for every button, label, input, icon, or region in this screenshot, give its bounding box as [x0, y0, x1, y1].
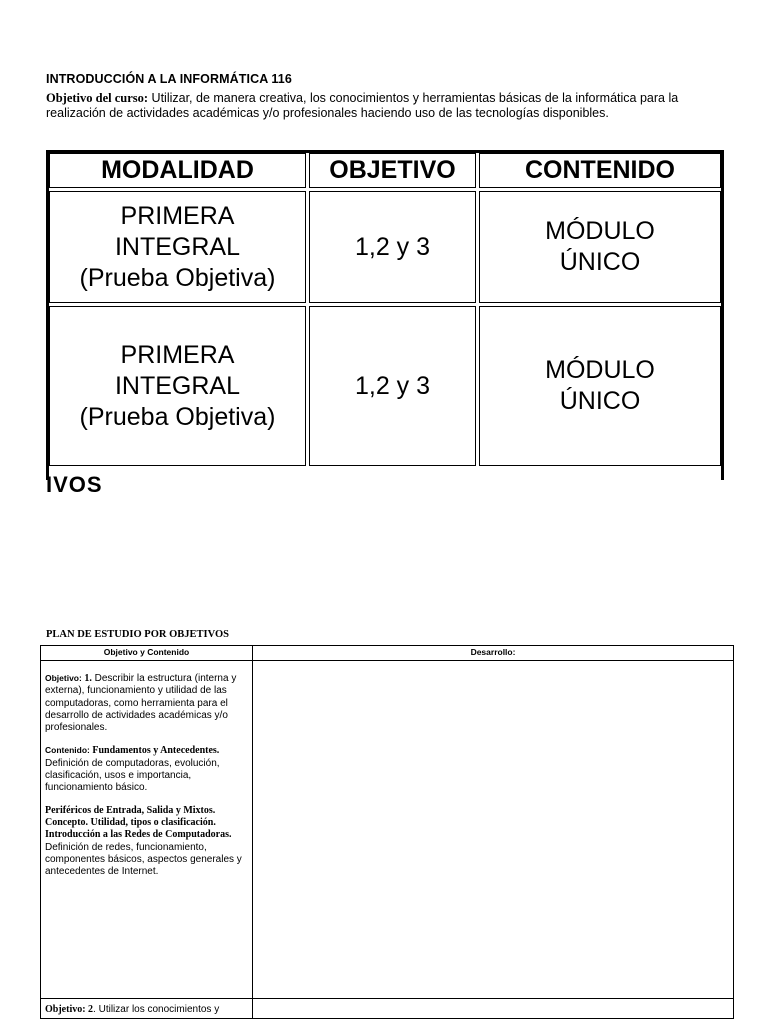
content-paragraph	[45, 744, 250, 794]
modalidad-line: INTEGRAL	[114, 232, 241, 261]
table-row	[49, 306, 721, 466]
column-header-modalidad: MODALIDAD	[49, 153, 306, 188]
objective-number: 1.	[81, 673, 92, 684]
column-divider	[252, 646, 253, 1018]
modalidad-line: (Prueba Objetiva)	[79, 402, 276, 431]
objective-label: Objetivo:	[45, 673, 82, 683]
header-divider	[41, 660, 733, 661]
objective-number: 2	[85, 1004, 94, 1015]
column-header-contenido: CONTENIDO	[479, 153, 721, 188]
objective-paragraph	[45, 1004, 250, 1016]
content-paragraph	[45, 805, 250, 879]
contenido-line: MÓDULO	[545, 356, 655, 384]
content-topic: Fundamentos y Antecedentes.	[89, 745, 220, 757]
contenido-line: MÓDULO	[545, 217, 655, 245]
objective-text: Describir la estructura (interna y externa), funcionamiento y utilidad de las computadoras, como herramienta para el desarrollo de actividades académicas y/o profesionales.	[45, 673, 237, 734]
modalidad-table	[46, 150, 724, 480]
table-row	[49, 191, 721, 303]
modalidad-line: PRIMERA	[120, 340, 235, 369]
content-text: Definición de computadoras, evolución, clasificación, usos e importancia, funcionamiento básico.	[45, 757, 220, 794]
content-label: Contenido:	[45, 745, 90, 756]
objetivo-cell: 1,2 y 3	[309, 191, 476, 303]
row1-objetivo-contenido	[45, 672, 250, 888]
column-header-desarrollo: Desarrollo:	[470, 647, 516, 657]
cutoff-text-content: IVOS	[46, 472, 103, 497]
course-objective-text: Utilizar, de manera creativa, los conocimientos y herramientas básicas de la informática para la realización de actividades académicas y/o profesionales haciendo uso de las tecnologías disponibles.	[46, 91, 679, 120]
page-title: INTRODUCCIÓN A LA INFORMÁTICA 116	[46, 72, 292, 86]
contenido-cell	[479, 306, 721, 466]
modalidad-cell	[49, 191, 306, 303]
objetivo-cell: 1,2 y 3	[309, 306, 476, 466]
course-objective	[46, 91, 736, 121]
modalidad-cell	[49, 306, 306, 466]
column-header-objetivo: OBJETIVO	[309, 153, 476, 188]
objective-paragraph	[45, 672, 250, 734]
content-topic: Periféricos de Entrada, Salida y Mixtos. Concepto. Utilidad, tipos o clasificación. Introducción a las Redes de Computadoras.	[45, 804, 232, 841]
objective-label: Objetivo:	[45, 1004, 86, 1015]
contenido-line: ÚNICO	[559, 387, 641, 415]
content-text: Definición de redes, funcionamiento, componentes básicos, aspectos generales y antecedentes de Internet.	[45, 841, 242, 878]
course-objective-label: Objetivo del curso:	[46, 91, 149, 105]
plan-title: PLAN DE ESTUDIO POR OBJETIVOS	[46, 629, 229, 640]
modalidad-line: PRIMERA	[120, 201, 235, 230]
modalidad-line: (Prueba Objetiva)	[79, 263, 276, 292]
objective-text: . Utilizar los conocimientos y	[93, 1004, 220, 1015]
plan-table	[40, 645, 734, 1019]
cutoff-text	[46, 472, 136, 497]
row2-objetivo-contenido	[45, 1004, 250, 1026]
row-divider	[41, 998, 733, 999]
modalidad-line: INTEGRAL	[114, 371, 241, 400]
column-header-objetivo-contenido: Objetivo y Contenido	[103, 647, 190, 657]
contenido-line: ÚNICO	[559, 248, 641, 276]
contenido-cell	[479, 191, 721, 303]
